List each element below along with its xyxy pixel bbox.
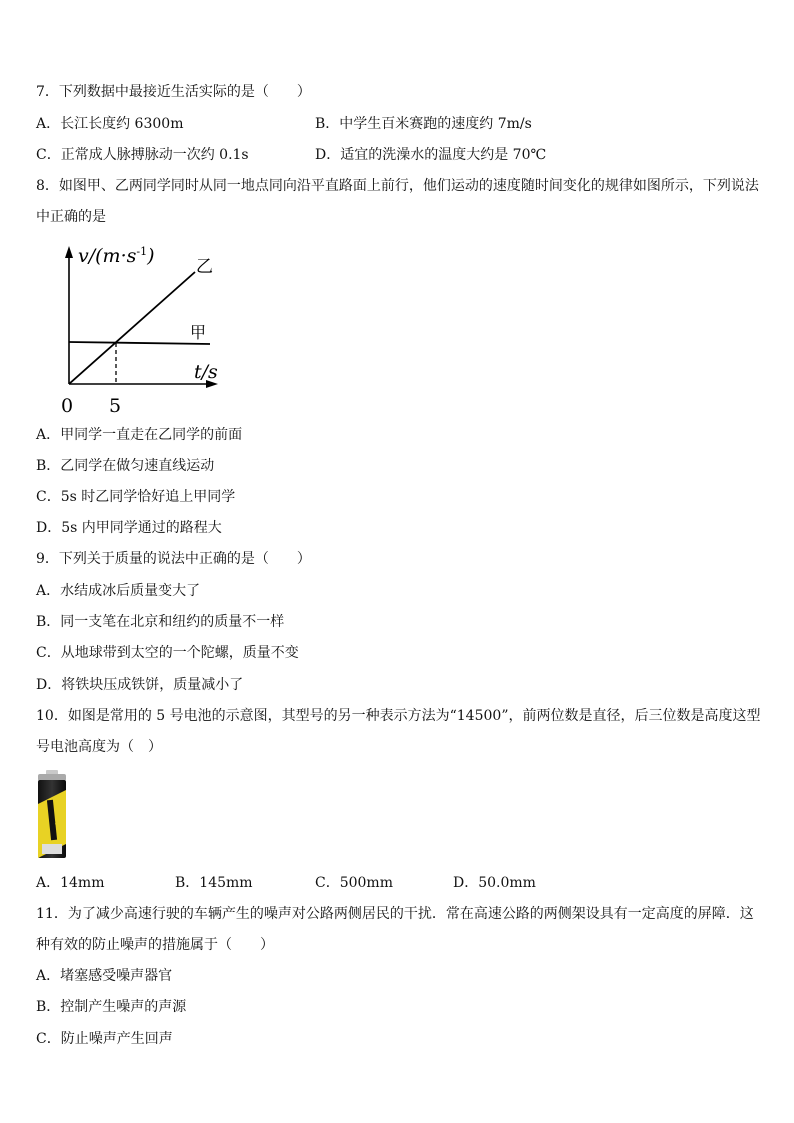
q11-option-c: C．防止噪声产生回声 [36, 1031, 173, 1047]
tick-label-5: 5 [109, 395, 122, 417]
origin-label: 0 [61, 395, 74, 417]
q7-option-d: D．适宜的洗澡水的温度大约是 70℃ [315, 147, 547, 163]
q11-stem-line2: 种有效的防止噪声的措施属于（ ） [36, 937, 274, 953]
battery-image [36, 770, 68, 860]
q11-stem-line1: 11．为了减少高速行驶的车辆产生的噪声对公路两侧居民的干扰．常在高速公路的两侧架设具有一定高度的屏障．这 [36, 906, 754, 922]
q7-option-b: B．中学生百米赛跑的速度约 7m/s [315, 116, 532, 132]
q7-option-a: A．长江长度约 6300m [36, 116, 184, 132]
q10-option-c: C．500mm [315, 875, 393, 891]
q11-option-b: B．控制产生噪声的声源 [36, 999, 187, 1015]
q9-option-b: B．同一支笔在北京和纽约的质量不一样 [36, 614, 285, 630]
q9-option-d: D．将铁块压成铁饼，质量减小了 [36, 677, 244, 693]
velocity-time-graph [50, 238, 230, 420]
q10-option-d: D．50.0mm [453, 875, 536, 891]
line-yi [69, 272, 195, 384]
q8-stem-line2: 中正确的是 [36, 209, 106, 225]
q8-stem-line1: 8．如图甲、乙两同学同时从同一地点同向沿平直路面上前行，他们运动的速度随时间变化的规律如图所示，下列说法 [36, 178, 759, 194]
battery-label: AA [55, 817, 62, 826]
q10-option-b: B．145mm [175, 875, 253, 891]
q8-option-c: C．5s 时乙同学恰好追上甲同学 [36, 489, 236, 505]
q8-option-d: D．5s 内甲同学通过的路程大 [36, 520, 222, 536]
x-axis-label: t/s [194, 361, 218, 383]
line-jia-label: 甲 [190, 323, 207, 342]
y-axis-arrow [65, 246, 73, 258]
q10-stem-line1: 10．如图是常用的 5 号电池的示意图，其型号的另一种表示方法为“14500”，前两位数是直径，后三位数是高度这型 [36, 708, 761, 724]
battery-top [38, 774, 66, 781]
q9-option-a: A．水结成冰后质量变大了 [36, 583, 201, 599]
q10-option-a: A．14mm [36, 875, 105, 891]
q7-stem: 7．下列数据中最接近生活实际的是（ ） [36, 84, 311, 100]
line-jia [69, 342, 210, 344]
q8-option-b: B．乙同学在做匀速直线运动 [36, 458, 215, 474]
line-yi-label: 乙 [196, 257, 213, 277]
q8-option-a: A．甲同学一直走在乙同学的前面 [36, 427, 243, 443]
q10-stem-line2: 号电池高度为（ ） [36, 739, 162, 755]
q11-option-a: A．堵塞感受噪声器官 [36, 968, 173, 984]
q9-option-c: C．从地球带到太空的一个陀螺，质量不变 [36, 645, 299, 661]
y-axis-label: $v/(m\cdot s^{-1})$ [78, 245, 155, 267]
q7-option-c: C．正常成人脉搏脉动一次约 0.1s [36, 147, 249, 163]
q9-stem: 9．下列关于质量的说法中正确的是（ ） [36, 551, 311, 567]
